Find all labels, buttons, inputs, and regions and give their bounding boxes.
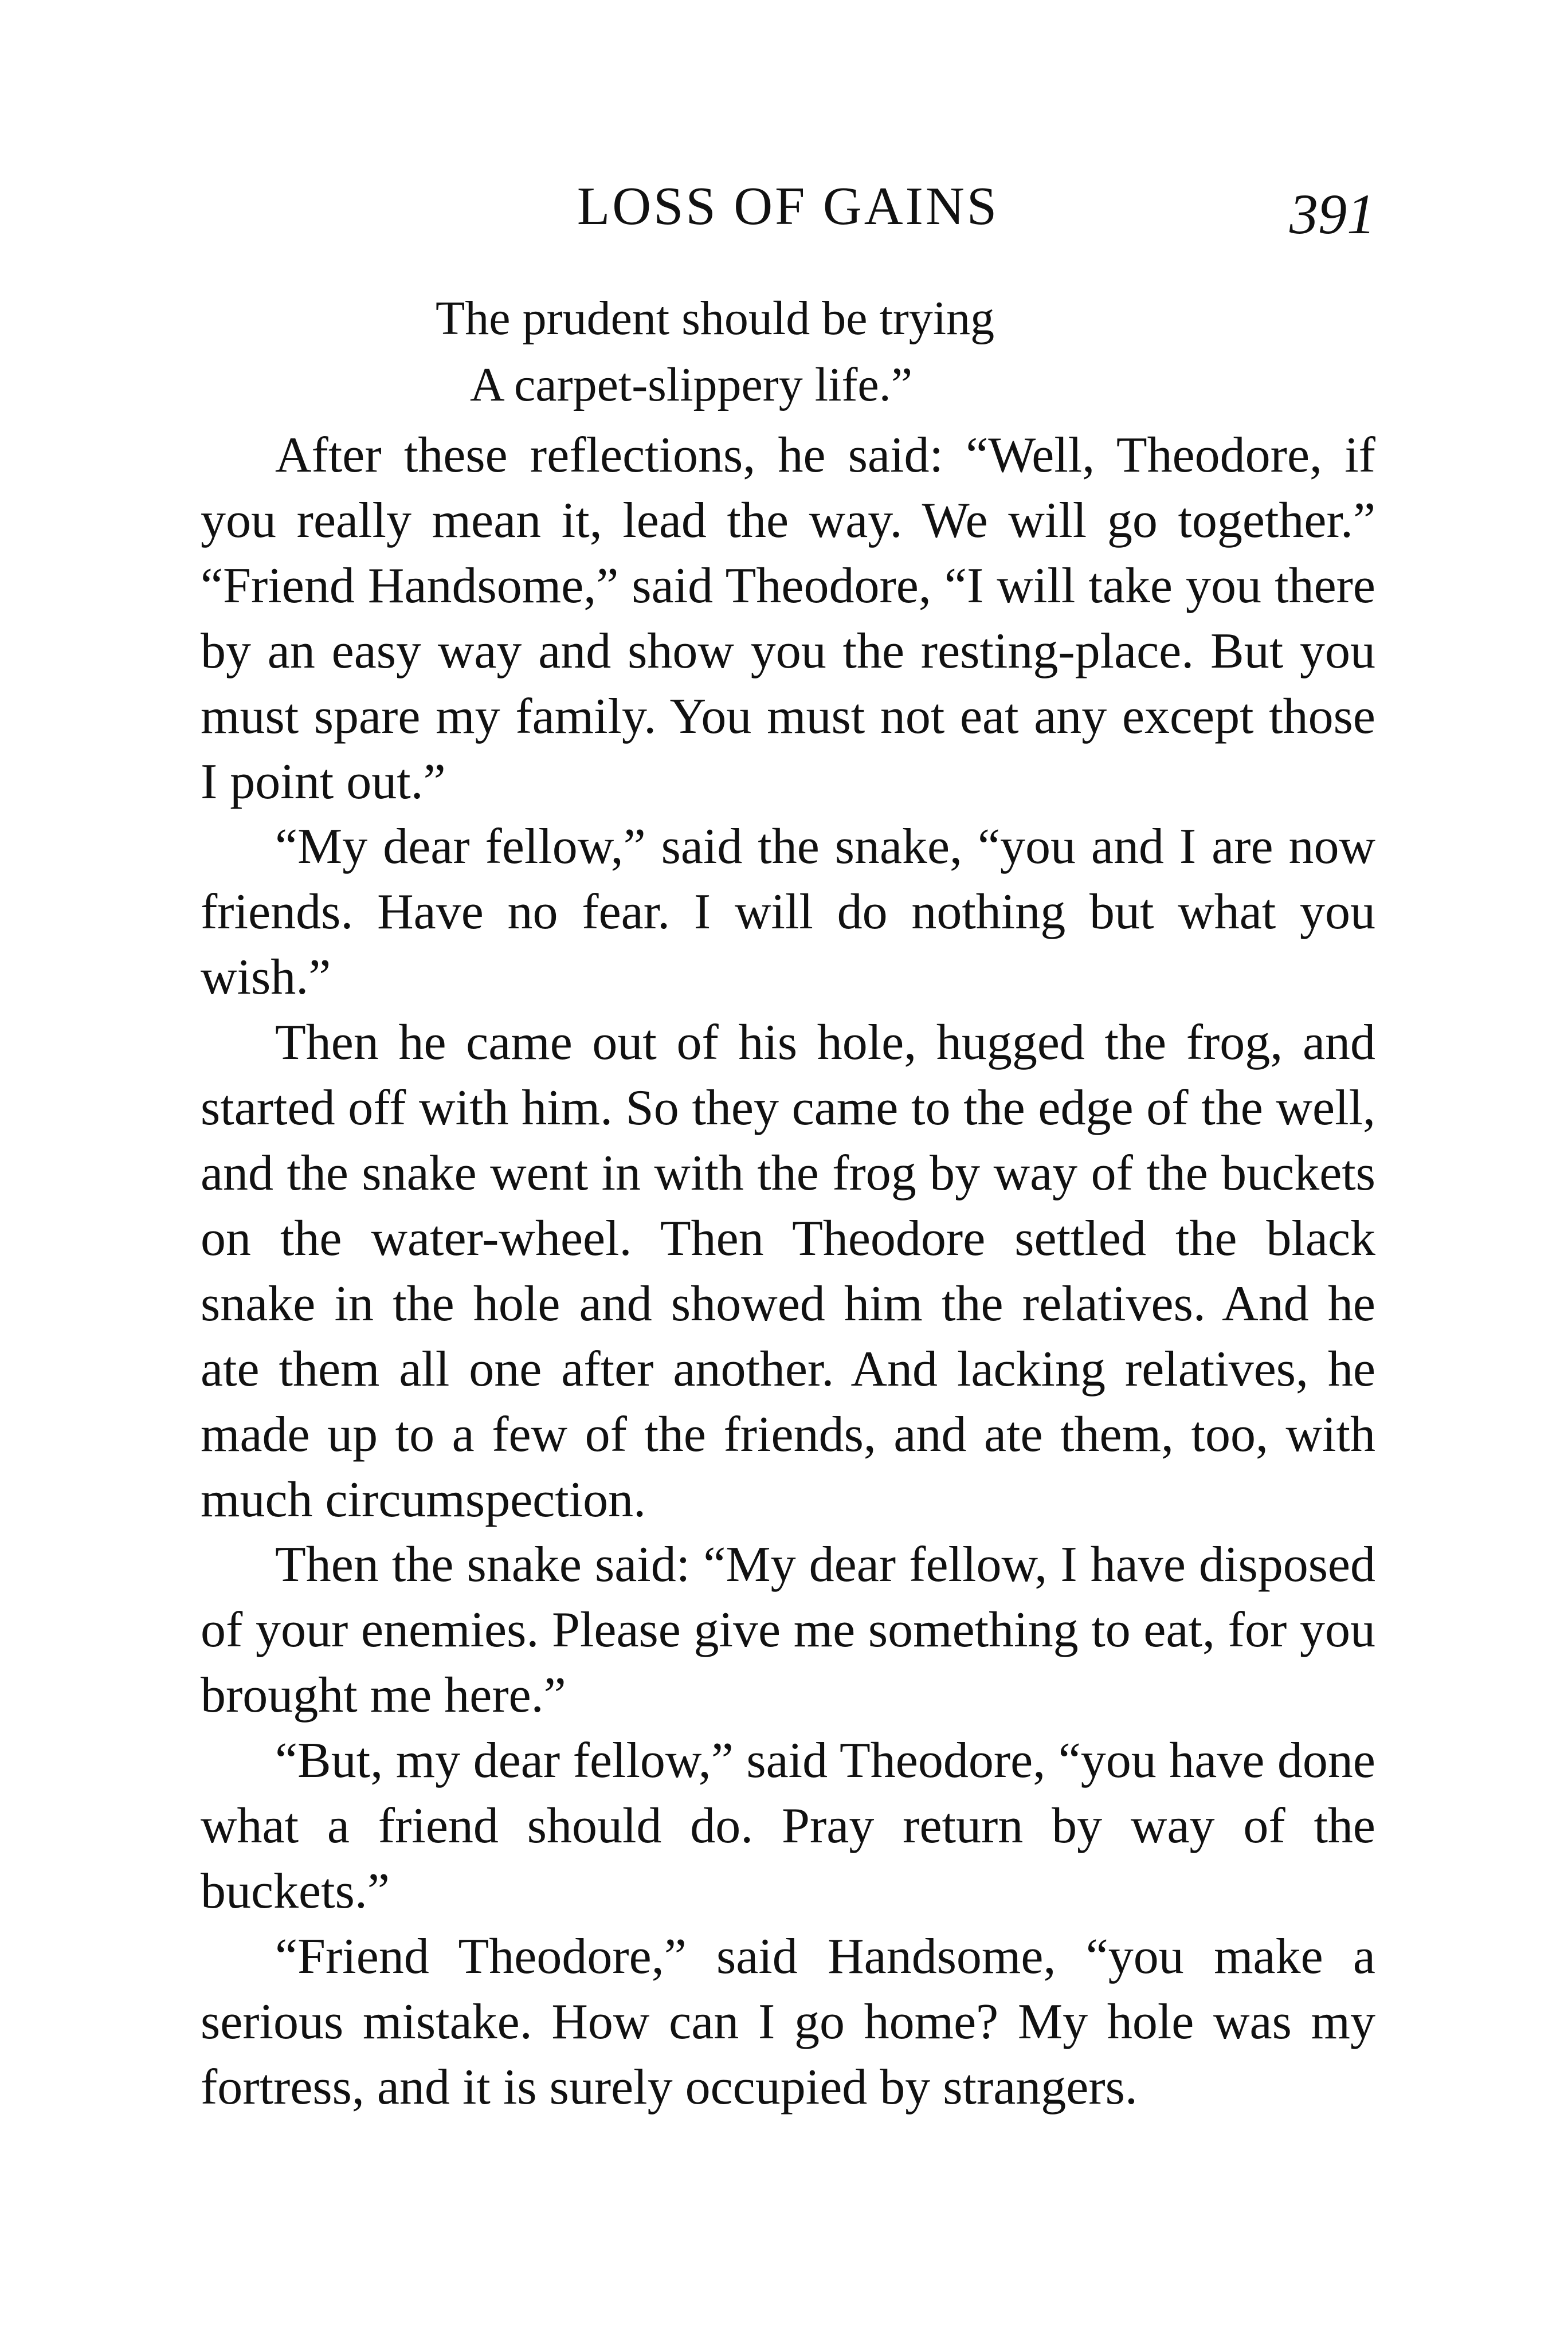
running-title: LOSS OF GAINS bbox=[577, 176, 999, 236]
verse-line: The prudent should be trying bbox=[436, 292, 995, 345]
verse-block bbox=[201, 285, 1375, 418]
verse-line: A carpet-slippery life.” bbox=[470, 358, 912, 411]
page-number: 391 bbox=[1289, 182, 1375, 246]
paragraph: Then he came out of his hole, hugged the frog, and started off with him. So they came to the edge of the well, and the snake went in with the frog by way of the buckets on the water-wheel. Then Theodore settled the black snake in the hole and showed him the relatives. And he ate them all one after another. And lacking relatives, he made up to a few of the friends, and ate them, too, with much circumspection. bbox=[201, 1015, 1375, 1528]
running-head bbox=[201, 172, 1375, 246]
paragraph: “Friend Theodore,” said Handsome, “you make a serious mistake. How can I go home? My hole was my fortress, and it is surely occupied by strangers. bbox=[201, 1928, 1375, 2115]
paragraph: “But, my dear fellow,” said Theodore, “you have done what a friend should do. Pray return by way of the buckets.” bbox=[201, 1733, 1375, 1919]
paragraph: “My dear fellow,” said the snake, “you and I are now friends. Have no fear. I will do nothing but what you wish.” bbox=[201, 819, 1375, 1006]
body-text bbox=[201, 423, 1375, 2120]
paragraph: Then the snake said: “My dear fellow, I have disposed of your enemies. Please give me something to eat, for you brought me here.” bbox=[201, 1537, 1375, 1724]
paragraph: After these reflections, he said: “Well, Theodore, if you really mean it, lead the way. We will go together.” “Friend Handsome,” said Theodore, “I will take you there by an easy way and show you the resting-place. But you must spare my family. You must not eat any except those I point out.” bbox=[201, 427, 1375, 810]
